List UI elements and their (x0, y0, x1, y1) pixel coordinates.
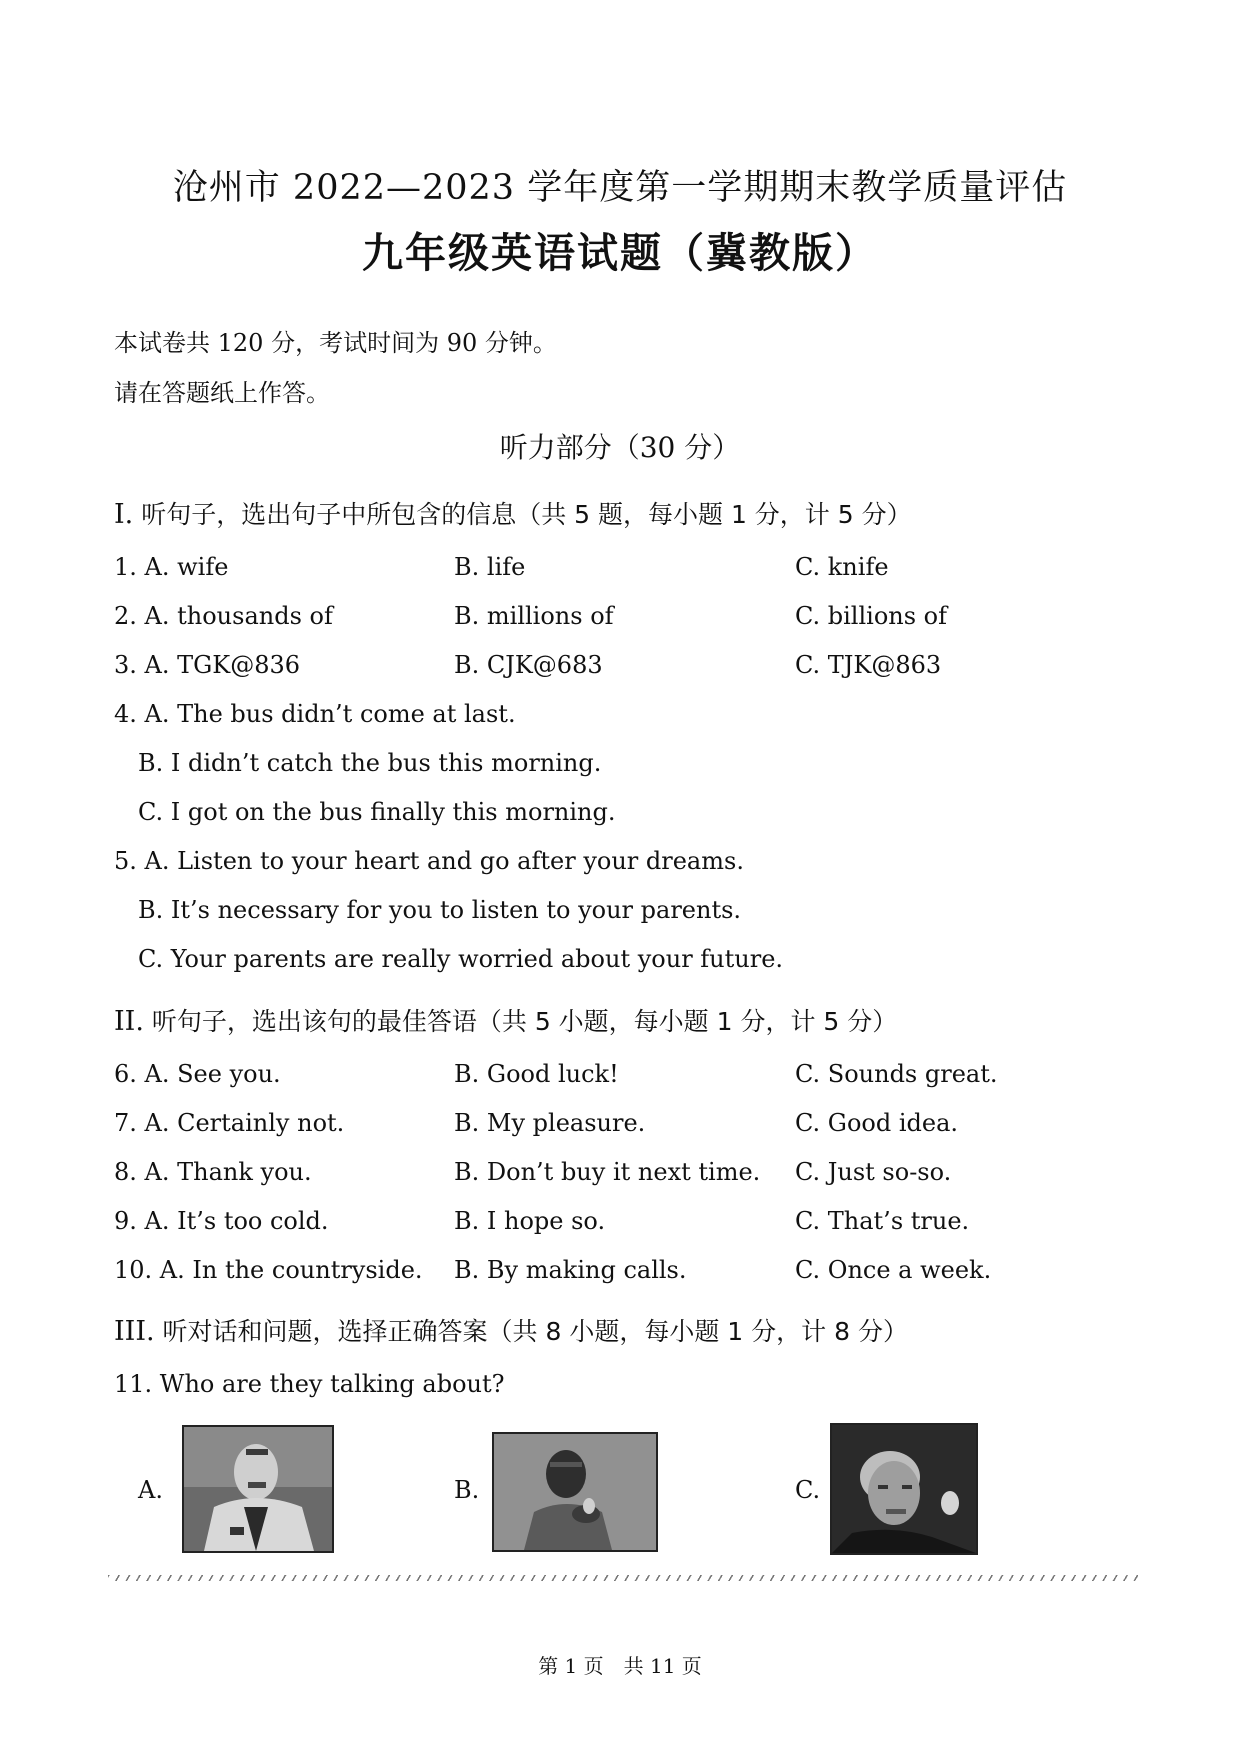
q11-option-c-photo (830, 1423, 978, 1555)
q6-option-a: 6. A. See you. (114, 1060, 281, 1088)
q3-option-a: 3. A. TGK@836 (114, 651, 301, 679)
q4-option-a: 4. A. The bus didn’t come at last. (114, 700, 516, 728)
section-1-instructions: 听句子，选出句子中所包含的信息（共 5 题，每小题 1 分，计 5 分） (141, 500, 912, 529)
q11-question: 11. Who are they talking about? (114, 1370, 505, 1398)
section-3-heading (114, 1312, 908, 1348)
q2-option-c: C. billions of (795, 602, 948, 630)
listening-part-heading: 听力部分（30 分） (499, 431, 741, 464)
q11-option-b-label: B. (454, 1476, 480, 1504)
q11-option-c-label: C. (795, 1476, 821, 1504)
q5-option-c: C. Your parents are really worried about your future. (138, 945, 784, 973)
q3-option-c: C. TJK@863 (795, 651, 942, 679)
q5-option-b: B. It’s necessary for you to listen to your parents. (138, 896, 742, 924)
q1-option-b: B. life (454, 553, 526, 581)
page-divider (108, 1575, 1138, 1581)
q6-option-b: B. Good luck! (454, 1060, 619, 1088)
q11-option-a-photo (182, 1425, 334, 1553)
section-1-number: I. (114, 499, 134, 530)
q1-option-a: 1. A. wife (114, 553, 229, 581)
q3-option-b: B. CJK@683 (454, 651, 603, 679)
q4-option-c: C. I got on the bus finally this morning. (138, 798, 616, 826)
q7-option-c: C. Good idea. (795, 1109, 959, 1137)
q8-option-c: C. Just so-so. (795, 1158, 952, 1186)
q9-option-b: B. I hope so. (454, 1207, 606, 1235)
exam-subtitle: 九年级英语试题（冀教版） (362, 229, 878, 277)
section-2-number: II. (114, 1006, 144, 1037)
intro-line-2: 请在答题纸上作答。 (114, 379, 330, 407)
q10-option-a: 10. A. In the countryside. (114, 1256, 423, 1284)
q11-option-a-label: A. (138, 1476, 163, 1504)
q5-option-a: 5. A. Listen to your heart and go after your dreams. (114, 847, 744, 875)
q11-option-b-photo (492, 1432, 658, 1552)
section-3-instructions: 听对话和问题，选择正确答案（共 8 小题，每小题 1 分，计 8 分） (162, 1317, 908, 1346)
q10-option-c: C. Once a week. (795, 1256, 992, 1284)
q1-option-c: C. knife (795, 553, 889, 581)
q10-option-b: B. By making calls. (454, 1256, 687, 1284)
q9-option-a: 9. A. It’s too cold. (114, 1207, 329, 1235)
q4-option-b: B. I didn’t catch the bus this morning. (138, 749, 602, 777)
intro-line-1: 本试卷共 120 分，考试时间为 90 分钟。 (114, 329, 557, 357)
q7-option-b: B. My pleasure. (454, 1109, 646, 1137)
q7-option-a: 7. A. Certainly not. (114, 1109, 345, 1137)
q8-option-b: B. Don’t buy it next time. (454, 1158, 761, 1186)
q9-option-c: C. That’s true. (795, 1207, 970, 1235)
q8-option-a: 8. A. Thank you. (114, 1158, 312, 1186)
q6-option-c: C. Sounds great. (795, 1060, 998, 1088)
section-1-heading (114, 495, 912, 531)
exam-title: 沧州市 2022—2023 学年度第一学期期末教学质量评估 (172, 168, 1068, 208)
section-2-instructions: 听句子，选出该句的最佳答语（共 5 小题，每小题 1 分，计 5 分） (151, 1007, 898, 1036)
section-3-number: III. (114, 1316, 155, 1347)
section-2-heading (114, 1002, 897, 1038)
page-footer: 第 1 页 共 11 页 (538, 1654, 702, 1678)
q2-option-a: 2. A. thousands of (114, 602, 333, 630)
q2-option-b: B. millions of (454, 602, 614, 630)
